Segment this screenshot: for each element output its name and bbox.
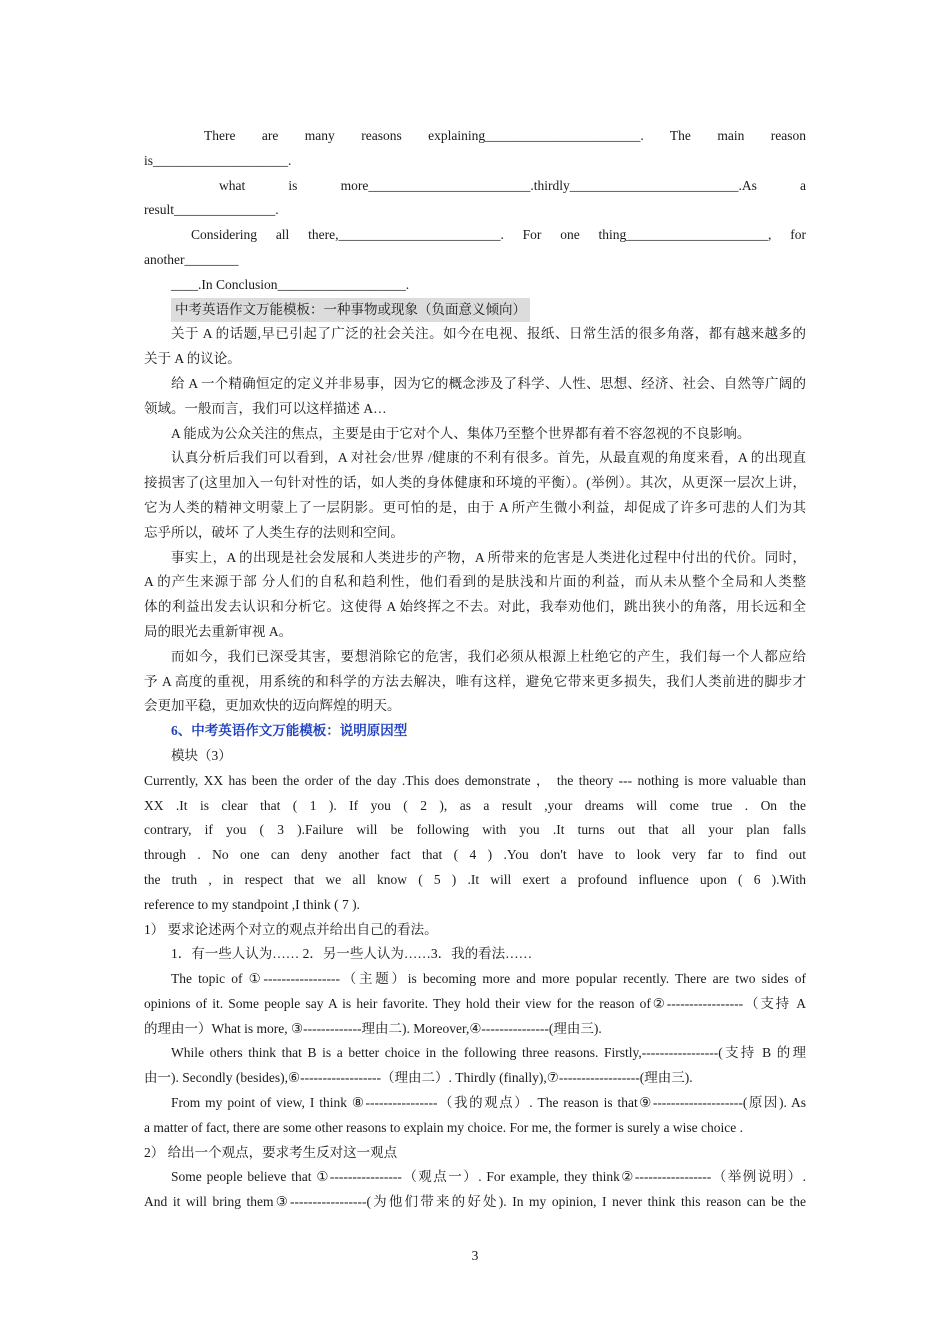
text-line-content: result_______________. [144,202,279,218]
text-line-content: is____________________. [144,152,292,168]
text-line-content: 模块（3） [171,747,232,763]
text-line-content: From my point of view, I think ⑧----------------（我的观点）. The reason is that⑨--------------------(原因). As [171,1095,806,1111]
text-line-content: 1．有一些人认为…… 2．另一些人认为……3．我的看法…… [171,946,533,962]
text-line-content: the truth , in respect that we all know ( 5 ) .It will exert a profound influence upon ( 6 ).With [144,871,806,887]
text-line-content: XX .It is clear that ( 1 ). If you ( 2 ), as a result ,your dreams will come true . On the [144,797,806,813]
text-line-content: a matter of fact, there are some other reasons to explain my choice. For me, the former is surely a wise choice . [144,1119,744,1135]
text-line [144,893,806,918]
text-line-content: 而如今，我们已深受其害，要想消除它的危害，我们必须从根源上杜绝它的产生，我们每一个人都应给 [171,648,806,664]
text-line-content: 1） 要求论述两个对立的观点并给出自己的看法。 [144,921,438,937]
text-line [144,1190,806,1215]
text-line [144,422,806,447]
text-line-content: 忘乎所以，破坏 了人类生存的法则和空间。 [144,524,404,540]
text-line [144,1066,806,1091]
text-line-content: another________ [144,251,239,267]
text-line-content: ____.In Conclusion___________________. [171,276,410,292]
text-line [144,620,806,645]
text-line-content: 关于 A 的议论。 [144,351,241,367]
text-line-content: 接损害了(这里加入一句针对性的话，如人类的身体健康和环境的平衡）。(举例）。其次，从更深一层次上讲， [144,475,806,491]
text-line [144,322,806,347]
text-line [144,1165,806,1190]
text-line [144,918,806,943]
text-line [144,843,806,868]
text-line [144,1017,806,1042]
text-line [144,198,806,223]
text-line [144,645,806,670]
section-heading [144,298,806,323]
text-line [144,372,806,397]
text-line [144,496,806,521]
text-line-content: Considering all there,________________________. For one thing_____________________, for [191,227,806,243]
text-line [144,794,806,819]
text-line-content: 的理由一）What is more, ③-------------理由二). Moreover,④---------------(理由三). [144,1020,602,1036]
text-line-content: through . No one can deny another fact that ( 4 ) .You don't have to look very far to find out [144,847,806,863]
text-line-content: reference to my standpoint ,I think ( 7 ). [144,896,360,912]
text-line-content: Some people believe that ①----------------（观点一）. For example, they think②-----------------（举例说明）. [171,1169,806,1185]
text-line-content: 2） 给出一个观点，要求考生反对这一观点 [144,1144,398,1160]
text-line-content: contrary, if you ( 3 ).Failure will be following with you .It turns out that all your plan falls [144,822,806,838]
text-line-content: 体的利益出发去认识和分析它。这使得 A 始终挥之不去。对此，我奉劝他们，跳出狭小的角落，用长远和全 [144,599,806,615]
text-line [144,1141,806,1166]
section-heading [144,719,806,744]
text-line [144,670,806,695]
text-line [144,744,806,769]
text-line [144,521,806,546]
text-line [144,570,806,595]
text-line [144,446,806,471]
text-line [144,223,806,248]
text-line [144,1116,806,1141]
text-line-content: 事实上，A 的出现是社会发展和人类进步的产物，A 所带来的危害是人类进化过程中付出的代价。同时， [171,549,806,565]
text-line-content: 给 A 一个精确恒定的定义并非易事，因为它的概念涉及了科学、人性、思想、经济、社会、自然等广阔的 [171,375,806,391]
text-line-content: 认真分析后我们可以看到，A 对社会/世界 /健康的不利有很多。首先，从最直观的角度来看，A 的出现直 [171,450,806,466]
text-line-content: 局的眼光去重新审视 A。 [144,623,293,639]
text-line [144,124,806,149]
text-line-content: There are many reasons explaining_______________________. The main reason [204,128,806,143]
text-line-content: opinions of it. Some people say A is heir favorite. They hold their view for the reason of②-----------------（支持 A [144,995,806,1011]
text-line-content: 由一). Secondly (besides),⑥------------------（理由二）. Thirdly (finally),⑦------------------(理由三). [144,1070,693,1086]
text-line-content: 中考英语作文万能模板：一种事物或现象（负面意义倾向） [171,298,530,323]
text-line-content: And it will bring them③-----------------(为他们带来的好处). In my opinion, I never think this reason can be the [144,1194,806,1210]
text-line-content: A 的产生来源于部 分人们的自私和趋利性，他们看到的是肤浅和片面的利益，而从未从整个全局和人类整 [144,574,806,590]
text-line [144,868,806,893]
text-line-content: 6、中考英语作文万能模板：说明原因型 [171,723,408,739]
text-line [144,967,806,992]
text-line [144,1041,806,1066]
text-line [144,347,806,372]
text-line [144,992,806,1017]
text-line-content: Currently, XX has been the order of the day .This does demonstrate ， the theory --- nothing is more valuable than [144,772,806,788]
text-line-content: 会更加平稳，更加欢快的迈向辉煌的明天。 [144,698,401,714]
page-number: 3 [471,1248,479,1263]
text-line [144,471,806,496]
text-line [144,942,806,967]
text-line-content: While others think that B is a better choice in the following three reasons. Firstly,-----------------(支持 B 的理 [171,1045,806,1061]
text-line [144,818,806,843]
text-line [144,174,806,199]
text-line [144,769,806,794]
text-line [144,149,806,174]
text-line [144,397,806,422]
text-line [144,694,806,719]
text-line [144,546,806,571]
text-line-content: 予 A 高度的重视，用系统的和科学的方法去解决，唯有这样，避免它带来更多损失，我们人类前进的脚步才 [144,673,806,689]
text-line [144,248,806,273]
text-line-content: A 能成为公众关注的焦点，主要是由于它对个人、集体乃至整个世界都有着不容忽视的不良影响。 [171,425,751,441]
text-line-content: 领域。一般而言，我们可以这样描述 A… [144,400,387,416]
text-line-content: The topic of ①-----------------（主题）is becoming more and more popular recently. There are two sides of [171,971,806,987]
text-line-content: 它为人类的精神文明蒙上了一层阴影。更可怕的是，由于 A 所产生微小利益，却促成了许多可悲的人们为其 [144,499,806,515]
text-line-content: 关于 A 的话题,早已引起了广泛的社会关注。如今在电视、报纸、日常生活的很多角落，都有越来越多的 [171,326,806,342]
text-line [144,1091,806,1116]
text-line [144,595,806,620]
document-body [144,124,806,1215]
text-line-content: what is more________________________.thirdly_________________________.As a [219,177,806,193]
text-line [144,273,806,298]
